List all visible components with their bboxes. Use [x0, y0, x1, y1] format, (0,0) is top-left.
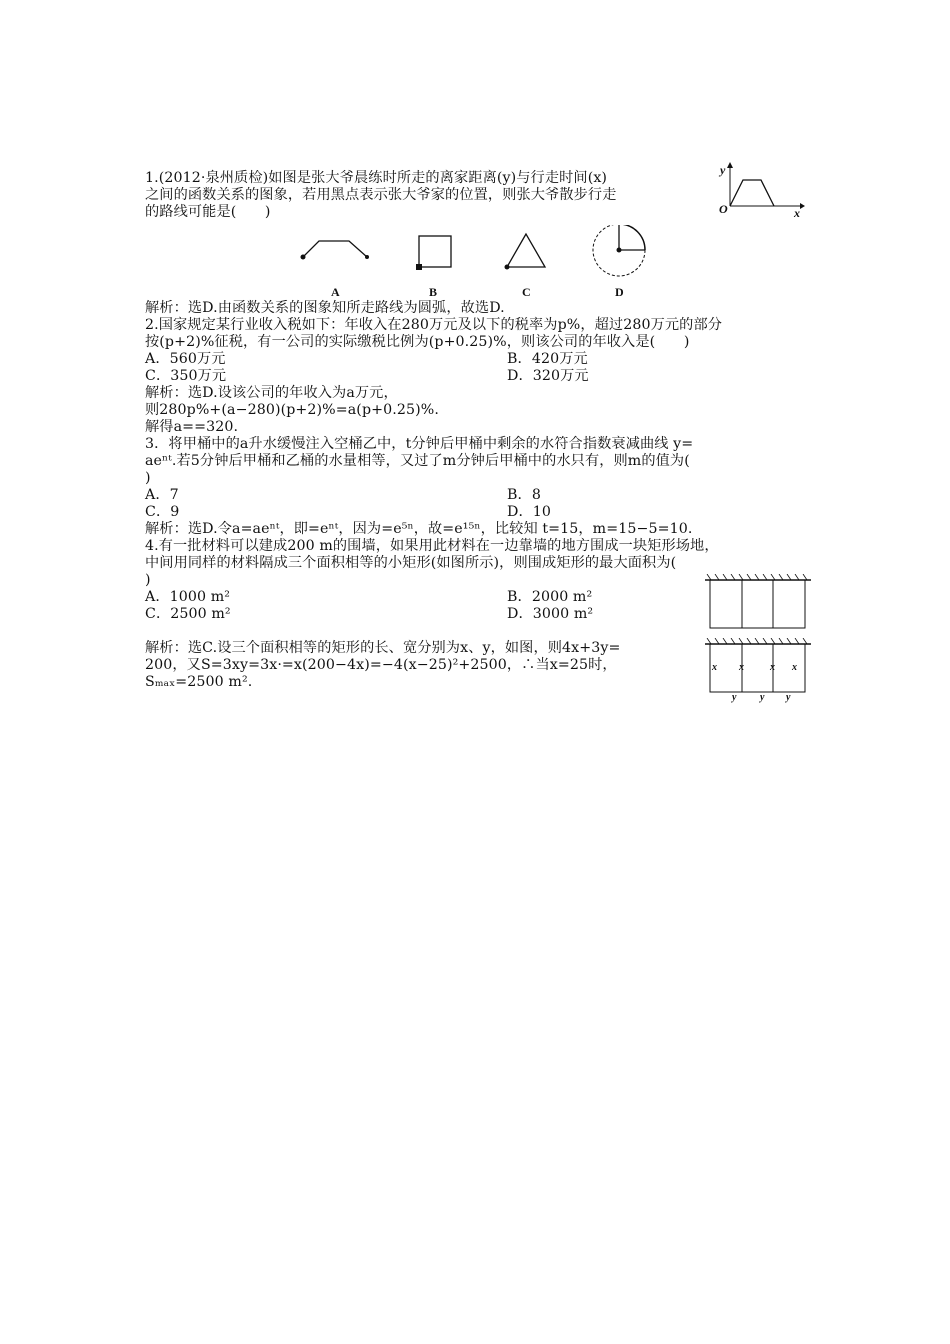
fig-label-x-3: x — [770, 662, 775, 673]
q3-option-d: D．10 — [507, 504, 552, 520]
option-a-figure — [301, 241, 370, 260]
q1-line-1: 1.(2012·泉州质检)如图是张大爷晨练时所走的离家距离(y)与行走时间(x) — [145, 170, 608, 186]
q1-line-3: 的路线可能是( ) — [145, 204, 271, 220]
q3-solution: 解析：选D.令a=aeⁿᵗ，即=eⁿᵗ，因为=e⁵ⁿ，故=e¹⁵ⁿ，比较知 t=15，m=15−5=10. — [145, 521, 693, 537]
q3-line-3: ) — [145, 470, 151, 486]
q4-option-a: A．1000 m² — [145, 589, 231, 605]
option-c-figure — [505, 234, 546, 270]
q2-option-d: D．320万元 — [507, 368, 589, 384]
q4-solution-3: Sₘₐₓ=2500 m². — [145, 674, 253, 690]
q2-solution-3: 解得a==320. — [145, 419, 239, 435]
fig-label-y-2: y — [760, 692, 765, 703]
q1-line-2: 之间的函数关系的图象，若用黑点表示张大爷家的位置，则张大爷散步行走 — [145, 187, 617, 203]
option-b-label: B — [429, 285, 438, 299]
q1-option-figures — [295, 225, 675, 305]
q4-line-1: 4.有一批材料可以建成200 m的围墙，如果用此材料在一边靠墙的地方围成一块矩形场地， — [145, 538, 719, 554]
fig-label-y-3: y — [786, 692, 791, 703]
q2-option-c: C．350万元 — [145, 368, 227, 384]
q2-line-1: 2.国家规定某行业收入税如下：年收入在280万元及以下的税率为p%，超过280万元的部分 — [145, 317, 723, 333]
graph-origin-label: O — [719, 202, 728, 216]
q3-option-b: B．8 — [507, 487, 541, 503]
q1-function-graph — [716, 160, 806, 220]
option-b-figure — [416, 236, 451, 270]
q3-option-c: C．9 — [145, 504, 180, 520]
option-d-label: D — [615, 285, 624, 299]
q3-option-a: A．7 — [145, 487, 179, 503]
option-c-label: C — [522, 285, 531, 299]
q4-line-2: 中间用同样的材料隔成三个面积相等的小矩形(如图所示)，则围成矩形的最大面积为( — [145, 555, 677, 571]
q4-line-3: ) — [145, 572, 151, 588]
fig-label-y-1: y — [732, 692, 737, 703]
graph-axis-y-label: y — [720, 163, 726, 177]
q2-option-b: B．420万元 — [507, 351, 588, 367]
q2-solution-2: 则280p%+(a−280)(p+2)%=a(p+0.25)%. — [145, 402, 439, 418]
q4-solution-2: 200，又S=3xy=3x·=x(200−4x)=−4(x−25)²+2500，∴当x=25时， — [145, 657, 617, 673]
q4-option-b: B．2000 m² — [507, 589, 593, 605]
graph-axis-x-label: x — [794, 206, 800, 220]
q4-wall-figure — [705, 574, 811, 630]
q3-line-1: 3．将甲桶中的a升水缓慢注入空桶乙中，t分钟后甲桶中剩余的水符合指数衰减曲线 y= — [145, 436, 694, 452]
q2-solution-1: 解析：选D.设该公司的年收入为a万元， — [145, 385, 398, 401]
q4-option-d: D．3000 m² — [507, 606, 594, 622]
option-a-label: A — [331, 285, 340, 299]
fig-label-x-2: x — [739, 662, 744, 673]
q4-solution-1: 解析：选C.设三个面积相等的矩形的长、宽分别为x、y，如图，则4x+3y= — [145, 640, 621, 656]
q2-option-a: A．560万元 — [145, 351, 226, 367]
q4-option-c: C．2500 m² — [145, 606, 231, 622]
q4-labeled-figure — [705, 638, 811, 706]
q2-line-2: 按(p+2)%征税，有一公司的实际缴税比例为(p+0.25)%，则该公司的年收入是( ) — [145, 334, 690, 350]
q3-line-2: aeⁿᵗ.若5分钟后甲桶和乙桶的水量相等，又过了m分钟后甲桶中的水只有，则m的值为( — [145, 453, 690, 469]
fig-label-x-4: x — [792, 662, 797, 673]
fig-label-x-1: x — [712, 662, 717, 673]
option-d-figure — [593, 225, 645, 276]
q1-solution: 解析：选D.由函数关系的图象知所走路线为圆弧，故选D. — [145, 300, 505, 316]
